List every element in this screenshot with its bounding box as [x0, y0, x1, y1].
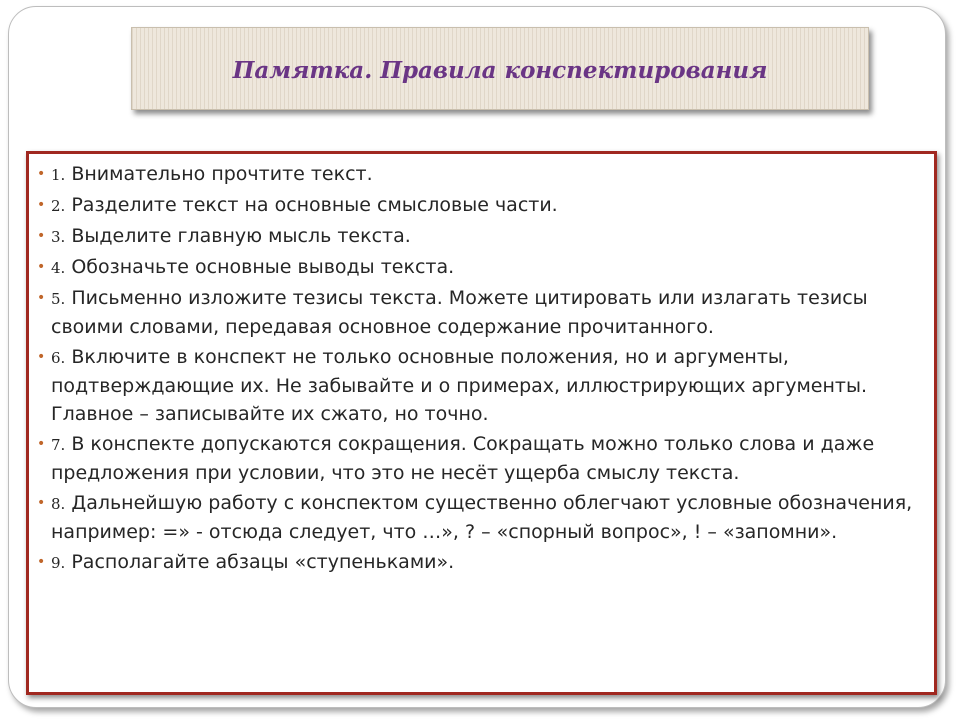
rules-box: [26, 151, 937, 695]
rule-number: 9.: [51, 554, 66, 572]
rule-item-9: [37, 548, 926, 577]
rule-text: Выделите главную мысль текста.: [65, 225, 411, 247]
rule-item-6: [37, 343, 926, 428]
bullet-icon: •: [37, 495, 46, 511]
rule-item-7: [37, 430, 926, 487]
rule-item-2: [37, 191, 926, 220]
rule-text: В конспекте допускаются сокращения. Сокращать можно только слова и даже предложения при условии, что это не несёт ущерба смыслу текста.: [51, 433, 875, 484]
bullet-icon: •: [37, 436, 46, 452]
rule-item-5: [37, 284, 926, 341]
rule-item-1: [37, 160, 926, 189]
rule-item-3: [37, 222, 926, 251]
rule-number: 3.: [51, 228, 66, 246]
rule-item-4: [37, 253, 926, 282]
rule-text: Дальнейшую работу с конспектом существенно облегчают условные обозначения, например: =» - отсюда следует, что …», ? – «спорный вопрос», ! – «запомни».: [51, 492, 913, 543]
rule-number: 5.: [51, 290, 66, 308]
bullet-icon: •: [37, 228, 46, 244]
bullet-icon: •: [37, 259, 46, 275]
rules-list: [29, 154, 934, 577]
page-title: Памятка. Правила конспектирования: [232, 57, 768, 84]
rule-text: Письменно изложите тезисы текста. Можете цитировать или излагать тезисы своими словами, передавая основное содержание прочитанного.: [51, 287, 868, 338]
rule-text: Располагайте абзацы «ступеньками».: [65, 551, 455, 573]
rule-text: Внимательно прочтите текст.: [65, 163, 373, 185]
rule-text: Включите в конспект не только основные положения, но и аргументы, подтверждающие их. Не забывайте и о примерах, иллюстрирующих аргументы. Главное – записывайте их сжато, но точно.: [51, 346, 867, 425]
rule-number: 2.: [51, 197, 66, 215]
title-box: [131, 27, 869, 110]
rule-item-8: [37, 489, 926, 546]
bullet-icon: •: [37, 166, 46, 182]
rule-text: Разделите текст на основные смысловые части.: [65, 194, 558, 216]
rule-number: 1.: [51, 166, 66, 184]
rule-number: 6.: [51, 349, 66, 367]
bullet-icon: •: [37, 290, 46, 306]
rule-number: 8.: [51, 495, 66, 513]
rule-number: 7.: [51, 436, 66, 454]
bullet-icon: •: [37, 197, 46, 213]
rule-number: 4.: [51, 259, 66, 277]
bullet-icon: •: [37, 349, 46, 365]
rule-text: Обозначьте основные выводы текста.: [65, 256, 455, 278]
bullet-icon: •: [37, 554, 46, 570]
